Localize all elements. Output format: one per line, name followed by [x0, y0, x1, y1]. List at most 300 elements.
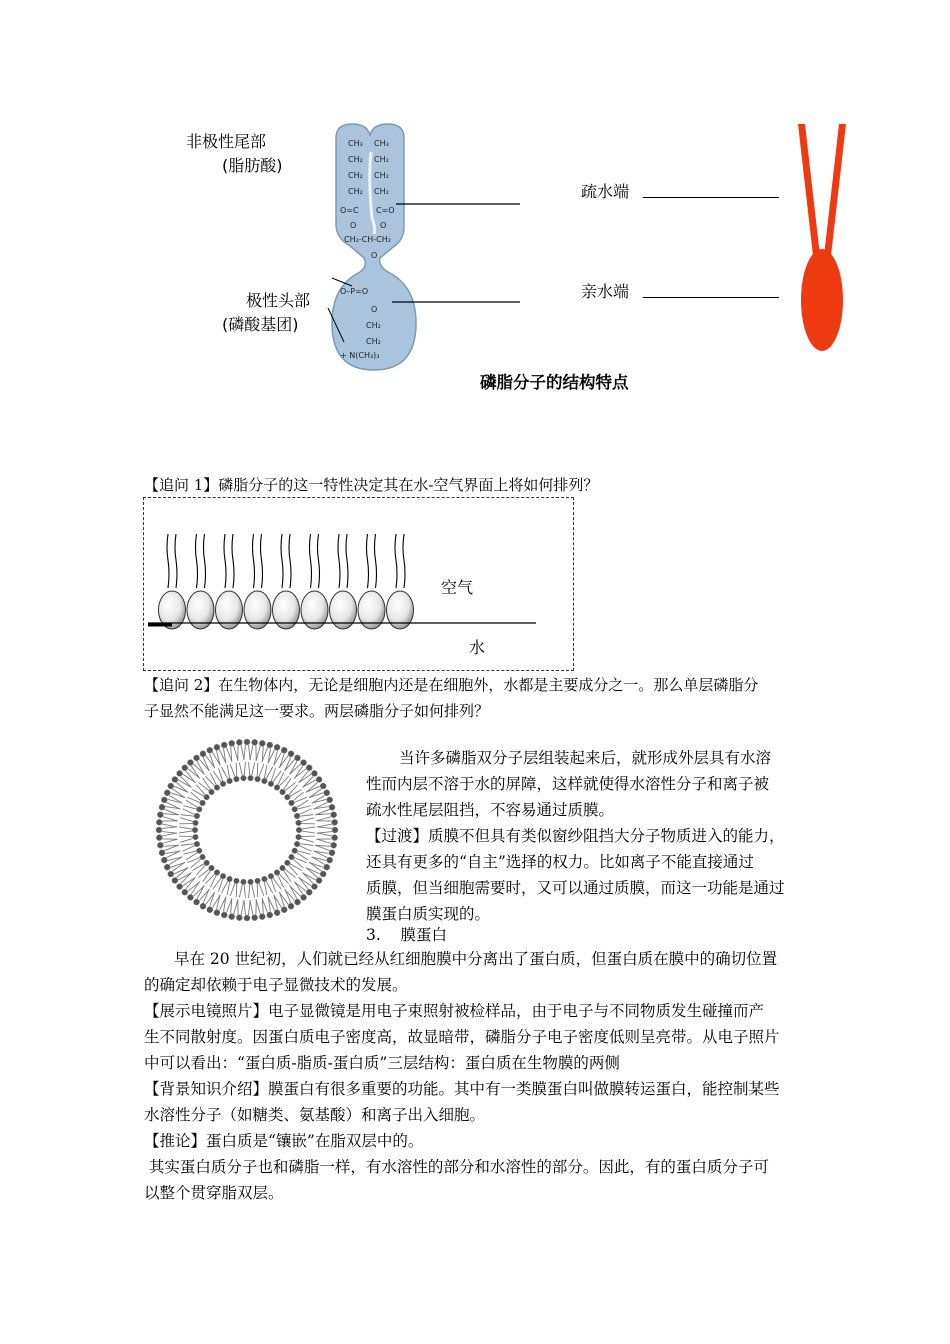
outer-head	[236, 739, 242, 745]
outer-head	[329, 804, 335, 810]
lipid-molecule	[358, 534, 385, 629]
bilayer-tail	[182, 846, 194, 852]
lipid-molecule	[330, 534, 357, 629]
outer-head	[274, 910, 280, 916]
outer-head	[194, 755, 200, 761]
outer-head	[320, 783, 326, 789]
bilayer-tail	[250, 900, 253, 915]
lipid-tail	[261, 534, 263, 588]
outer-head	[161, 797, 167, 803]
inner-head	[209, 789, 215, 795]
outer-head	[177, 884, 183, 890]
outer-head	[229, 740, 235, 746]
outer-head	[182, 889, 188, 895]
lipid-tail	[395, 534, 397, 588]
bilayer-tail	[171, 793, 185, 798]
lipid-tail	[232, 534, 234, 588]
bilayer-tail	[279, 892, 284, 906]
bilayer-tail	[316, 817, 331, 821]
bilayer-tail	[317, 827, 332, 829]
hydrophilic-end-label: 亲水端	[581, 282, 630, 301]
symbol-head	[801, 249, 843, 351]
bilayer-tail	[169, 857, 182, 865]
inner-head	[227, 876, 233, 882]
outer-head	[324, 864, 330, 870]
inner-head	[234, 878, 240, 884]
bilayer-tail	[230, 764, 235, 776]
bilayer-tail	[162, 824, 177, 827]
bilayer-tail	[241, 745, 244, 760]
outer-head	[164, 790, 170, 796]
bilayer-tail	[302, 827, 315, 829]
inner-head	[193, 820, 199, 826]
outer-head	[157, 812, 163, 818]
inner-head	[200, 854, 206, 860]
body-p1-line-2: 的确定却依赖于电子显微技术的发展。	[144, 976, 408, 994]
inner-head	[280, 789, 286, 795]
inner-head	[285, 794, 291, 800]
lipid-tail	[204, 534, 206, 588]
outer-head	[311, 770, 317, 776]
lipid-molecule	[187, 534, 214, 629]
inner-head	[192, 827, 198, 833]
hydrophilic-answer-blank	[643, 297, 779, 298]
bilayer-tail	[162, 833, 177, 836]
bilayer-tail	[317, 832, 332, 834]
outer-head	[316, 777, 322, 783]
lipid-molecule	[216, 534, 243, 629]
bilayer-tail	[180, 838, 193, 842]
svg-text:CH₂: CH₂	[366, 337, 381, 346]
bilayer-tail	[297, 800, 308, 807]
bilayer-tail	[274, 751, 278, 766]
inner-head	[241, 775, 247, 781]
bilayer-tail	[169, 795, 182, 803]
bilayer-tail	[298, 806, 311, 809]
svg-text:+ N(CH₃)₃: + N(CH₃)₃	[340, 351, 380, 360]
outer-head	[164, 864, 170, 870]
inner-head	[204, 794, 210, 800]
side-p2-line-2: 还具有更多的“自主”选择的权力。比如离子不能直接通过	[366, 853, 754, 871]
bilayer-tail	[312, 799, 327, 803]
outer-head	[177, 770, 183, 776]
outer-head	[252, 739, 258, 745]
outer-head	[306, 889, 312, 895]
bilayer-tail	[183, 806, 196, 809]
bilayer-tail	[244, 745, 246, 760]
bilayer-tail	[279, 754, 284, 768]
phospholipid-symbol	[796, 120, 848, 354]
bilayer-tail	[249, 900, 251, 915]
outer-head	[316, 877, 322, 883]
bilayer-tail	[216, 751, 220, 766]
bilayer-tail	[162, 832, 177, 834]
outer-head	[288, 751, 294, 757]
body-p2-line-1: 【展示电镜照片】电子显微镜是用电子束照射被检样品，由于电子与不同物质发生碰撞而产	[144, 1002, 765, 1020]
svg-text:O=C: O=C	[340, 206, 359, 215]
bilayer-tail	[179, 827, 192, 829]
lipid-tail	[196, 534, 198, 588]
outer-head	[168, 783, 174, 789]
inner-head	[194, 841, 200, 847]
monolayer-diagram	[144, 498, 573, 670]
bilayer-tail	[171, 862, 185, 867]
bilayer-tail	[309, 793, 323, 798]
bilayer-tail	[168, 857, 183, 861]
inner-head	[280, 865, 286, 871]
inner-head	[285, 860, 291, 866]
svg-text:CH₂: CH₂	[348, 187, 363, 196]
bilayer-tail	[264, 765, 266, 778]
side-p2-line-3: 质膜，但当细胞需要时，又可以通过质膜，而这一功能是通过	[366, 879, 785, 897]
outer-head	[172, 877, 178, 883]
outer-head	[267, 742, 273, 748]
side-p2-line-1: 【过渡】质膜不但具有类似窗纱阻挡大分子物质进入的能力，	[366, 827, 785, 845]
outer-head	[229, 914, 235, 920]
bilayer-tail	[227, 882, 229, 895]
bilayer-tail	[181, 844, 194, 846]
liposome-bilayer	[156, 739, 338, 921]
bilayer-tail	[301, 818, 314, 822]
figure1-caption: 磷脂分子的结构特点	[480, 373, 629, 392]
outer-head	[294, 899, 300, 905]
lipid-tail	[167, 534, 169, 588]
water-label: 水	[469, 638, 486, 657]
air-label: 空气	[441, 578, 474, 597]
outer-head	[168, 871, 174, 877]
bilayer-tail	[256, 899, 260, 914]
bilayer-tail	[249, 745, 251, 760]
inner-head	[209, 865, 215, 871]
bilayer-tail	[244, 900, 246, 915]
bilayer-tail	[317, 824, 332, 827]
outer-head	[327, 797, 333, 803]
outer-head	[221, 742, 227, 748]
bilayer-tail	[274, 895, 278, 910]
body-p3-line-2: 水溶性分子（如糖类、氨基酸）和离子出入细胞。	[144, 1106, 486, 1124]
inner-head	[197, 806, 203, 812]
inner-head	[296, 827, 302, 833]
svg-text:O–P=O: O–P=O	[340, 287, 369, 296]
outer-head	[244, 915, 250, 921]
body-p1-line-1: 早在 20 世纪初，人们就已经从红细胞膜中分离出了蛋白质，但蛋白质在膜中的确切位置	[174, 950, 778, 968]
lipid-molecule	[273, 534, 300, 629]
svg-text:O: O	[371, 251, 378, 260]
inner-head	[296, 820, 302, 826]
outer-head	[236, 915, 242, 921]
section-heading-membrane-protein: 3. 膜蛋白	[366, 926, 447, 944]
inner-head	[274, 785, 280, 791]
svg-text:CH₂-CH-CH₂: CH₂-CH-CH₂	[344, 235, 391, 244]
inner-head	[268, 873, 274, 879]
body-p2-line-2: 生不同散射度。因蛋白质电子密度高，故显暗带，磷脂分子电子密度低则呈亮带。从电子照片	[144, 1028, 780, 1046]
lipid-tail	[281, 534, 283, 588]
inner-head	[292, 806, 298, 812]
inner-head	[294, 813, 300, 819]
lipid-tail	[346, 534, 348, 588]
inner-head	[292, 848, 298, 854]
outer-head	[332, 819, 338, 825]
outer-head	[156, 827, 162, 833]
svg-text:CH₂: CH₂	[374, 155, 389, 164]
svg-text:O: O	[350, 221, 357, 230]
outer-head	[288, 903, 294, 909]
bilayer-tail	[250, 745, 253, 760]
lipid-tail	[375, 534, 377, 588]
outer-head	[259, 914, 265, 920]
inner-head	[197, 848, 203, 854]
outer-head	[281, 907, 287, 913]
bilayer-tail	[186, 800, 197, 807]
bilayer-tail	[264, 882, 266, 895]
lipid-tail	[338, 534, 340, 588]
inner-head	[296, 834, 302, 840]
lipid-tail	[367, 534, 369, 588]
outer-head	[194, 899, 200, 905]
outer-head	[252, 915, 258, 921]
bilayer-tail	[252, 762, 255, 775]
svg-text:O: O	[380, 221, 387, 230]
outer-head	[159, 804, 165, 810]
liposome-diagram	[144, 734, 354, 926]
body-p4-line-1: 【推论】蛋白质是“镶嵌”在脂双层中的。	[144, 1132, 424, 1150]
bilayer-tail	[266, 881, 272, 893]
lipid-row	[159, 534, 414, 629]
svg-text:CH₂: CH₂	[348, 155, 363, 164]
svg-text:CH₃: CH₃	[348, 139, 363, 148]
outer-head	[214, 744, 220, 750]
bilayer-tail	[179, 831, 192, 833]
inner-head	[274, 870, 280, 876]
bilayer-tail	[241, 900, 244, 915]
outer-head	[172, 777, 178, 783]
bilayer-tail	[257, 763, 258, 776]
bilayer-tail	[300, 844, 313, 846]
side-p1-line-1: 当许多磷脂双分子层组装起来后，就形成外层具有水溶	[399, 749, 772, 767]
lipid-molecule	[387, 534, 414, 629]
bilayer-tail	[221, 881, 227, 893]
outer-head	[182, 765, 188, 771]
inner-head	[241, 879, 247, 885]
body-p5-line-1: 其实蛋白质分子也和磷脂一样，有水溶性的部分和水溶性的部分。因此，有的蛋白质分子可	[144, 1158, 769, 1176]
outer-head	[306, 765, 312, 771]
lipid-tail	[253, 534, 255, 588]
bilayer-tail	[312, 795, 325, 803]
bilayer-tail	[300, 815, 313, 817]
outer-head	[332, 835, 338, 841]
lipid-tail	[310, 534, 312, 588]
bilayer-tail	[236, 884, 237, 897]
bilayer-tail	[274, 895, 282, 908]
outer-head	[156, 835, 162, 841]
inner-head	[234, 776, 240, 782]
outer-head	[157, 842, 163, 848]
bilayer-tail	[298, 851, 311, 854]
body-p3-line-1: 【背景知识介绍】膜蛋白有很多重要的功能。其中有一类膜蛋白叫做膜转运蛋白，能控制某些	[144, 1080, 780, 1098]
outer-head	[207, 907, 213, 913]
bilayer-tail	[244, 885, 245, 898]
outer-head	[329, 850, 335, 856]
outer-head	[331, 842, 337, 848]
outer-head	[320, 871, 326, 877]
outer-head	[200, 903, 206, 909]
bilayer-tail	[210, 892, 215, 906]
outer-head	[187, 760, 193, 766]
inner-head	[194, 813, 200, 819]
outer-head	[156, 819, 162, 825]
outer-head	[274, 744, 280, 750]
outer-head	[301, 894, 307, 900]
bilayer-tail	[266, 767, 272, 779]
inner-head	[268, 781, 274, 787]
bilayer-tail	[316, 839, 331, 843]
head-label: 极性头部	[246, 291, 311, 310]
tail-label-sub: (脂肪酸)	[222, 156, 283, 175]
inner-head	[227, 778, 233, 784]
bilayer-tail	[234, 899, 238, 914]
side-p1-line-2: 性而内层不溶于水的屏障，这样就使得水溶性分子和离子被	[366, 775, 770, 793]
phospholipid-structure-diagram	[318, 118, 528, 380]
inner-head	[289, 800, 295, 806]
monolayer-figure-box	[143, 497, 574, 671]
inner-head	[204, 860, 210, 866]
bilayer-tail	[181, 815, 194, 817]
outer-head	[159, 850, 165, 856]
hydrophobic-end-label: 疏水端	[581, 182, 630, 201]
lipid-molecule	[301, 534, 328, 629]
inner-head	[255, 776, 261, 782]
lipid-tail	[224, 534, 226, 588]
bilayer-tail	[216, 895, 220, 910]
bilayer-tail	[239, 885, 242, 898]
head-label-sub: (磷酸基团)	[222, 315, 299, 334]
lipid-tail	[289, 534, 291, 588]
bilayer-tail	[212, 895, 220, 908]
bilayer-tail	[259, 764, 264, 776]
outer-head	[311, 884, 317, 890]
bilayer-tail	[256, 746, 260, 761]
outer-head	[267, 912, 273, 918]
side-p2-line-4: 膜蛋白质实现的。	[366, 905, 491, 923]
svg-text:CH₂: CH₂	[366, 321, 381, 330]
bilayer-tail	[163, 817, 178, 821]
outer-head	[327, 857, 333, 863]
inner-head	[214, 785, 220, 791]
bilayer-tail	[299, 809, 311, 815]
bilayer-tail	[236, 763, 237, 776]
bilayer-tail	[309, 862, 323, 867]
bilayer-tail	[259, 883, 264, 895]
inner-head	[294, 841, 300, 847]
svg-text:CH₂: CH₂	[374, 187, 389, 196]
bilayer-tail	[221, 767, 227, 779]
lipid-molecule	[244, 534, 271, 629]
outer-head	[331, 812, 337, 818]
question-1: 【追问 1】磷脂分子的这一特性决定其在水-空气界面上将如何排列？	[144, 476, 599, 494]
svg-text:C=O: C=O	[376, 206, 395, 215]
bilayer-tail	[212, 752, 220, 765]
bilayer-tail	[163, 839, 178, 843]
inner-head	[214, 870, 220, 876]
bilayer-tail	[312, 857, 325, 865]
bilayer-tail	[257, 884, 258, 897]
tail-label: 非极性尾部	[186, 132, 267, 151]
bilayer-tail	[252, 885, 255, 898]
outer-head	[294, 755, 300, 761]
outer-head	[281, 747, 287, 753]
outer-head	[200, 751, 206, 757]
inner-head	[200, 800, 206, 806]
svg-text:CH₃: CH₃	[374, 139, 389, 148]
bilayer-tail	[317, 833, 332, 836]
outer-head	[244, 739, 250, 745]
question-2-line-1: 【追问 2】在生物体内，无论是细胞内还是在细胞外，水都是主要成分之一。那么单层磷脂分	[144, 676, 759, 694]
outer-head	[161, 857, 167, 863]
lipid-molecule	[159, 534, 186, 629]
bilayer-tail	[180, 818, 193, 822]
inner-head	[262, 876, 268, 882]
body-p5-line-2: 以整个贯穿脂双层。	[144, 1184, 284, 1202]
outer-head	[301, 760, 307, 766]
bilayer-tail	[297, 853, 308, 860]
bilayer-tail	[168, 799, 183, 803]
bilayer-tail	[182, 809, 194, 815]
bilayer-tail	[183, 851, 196, 854]
outer-head	[207, 747, 213, 753]
bilayer-tail	[249, 762, 250, 775]
outer-head	[214, 910, 220, 916]
body-p2-line-3: 中可以看出：“蛋白质-脂质-蛋白质”三层结构：蛋白质在生物膜的两侧	[144, 1054, 620, 1072]
bilayer-tail	[302, 831, 315, 833]
bilayer-tail	[227, 765, 229, 778]
inner-head	[248, 775, 254, 781]
inner-head	[193, 834, 199, 840]
bilayer-tail	[312, 857, 327, 861]
svg-text:O: O	[371, 305, 378, 314]
inner-head	[248, 879, 254, 885]
svg-text:CH₂: CH₂	[348, 171, 363, 180]
bilayer-tail	[244, 762, 245, 775]
bilayer-tail	[301, 838, 314, 842]
question-2-line-2: 子显然不能满足这一要求。两层磷脂分子如何排列？	[144, 702, 490, 720]
bilayer-tail	[234, 746, 238, 761]
inner-head	[255, 878, 261, 884]
outer-head	[332, 827, 338, 833]
bilayer-tail	[162, 827, 177, 829]
bilayer-tail	[210, 754, 215, 768]
bilayer-tail	[299, 846, 311, 852]
bilayer-tail	[186, 853, 197, 860]
lipid-tail	[318, 534, 320, 588]
bilayer-tail	[230, 883, 235, 895]
hydrophobic-answer-blank	[643, 197, 779, 198]
inner-head	[220, 873, 226, 879]
outer-head	[324, 790, 330, 796]
inner-head	[220, 781, 226, 787]
inner-head	[262, 778, 268, 784]
inner-head	[289, 854, 295, 860]
outer-head	[259, 740, 265, 746]
bilayer-tail	[274, 752, 282, 765]
bilayer-tail	[249, 885, 250, 898]
bilayer-tail	[239, 762, 242, 775]
svg-text:CH₂: CH₂	[374, 171, 389, 180]
outer-head	[221, 912, 227, 918]
side-p1-line-3: 疏水性尾层阻挡，不容易通过质膜。	[366, 801, 615, 819]
lipid-tail	[175, 534, 177, 588]
outer-head	[187, 894, 193, 900]
lipid-tail	[403, 534, 405, 588]
